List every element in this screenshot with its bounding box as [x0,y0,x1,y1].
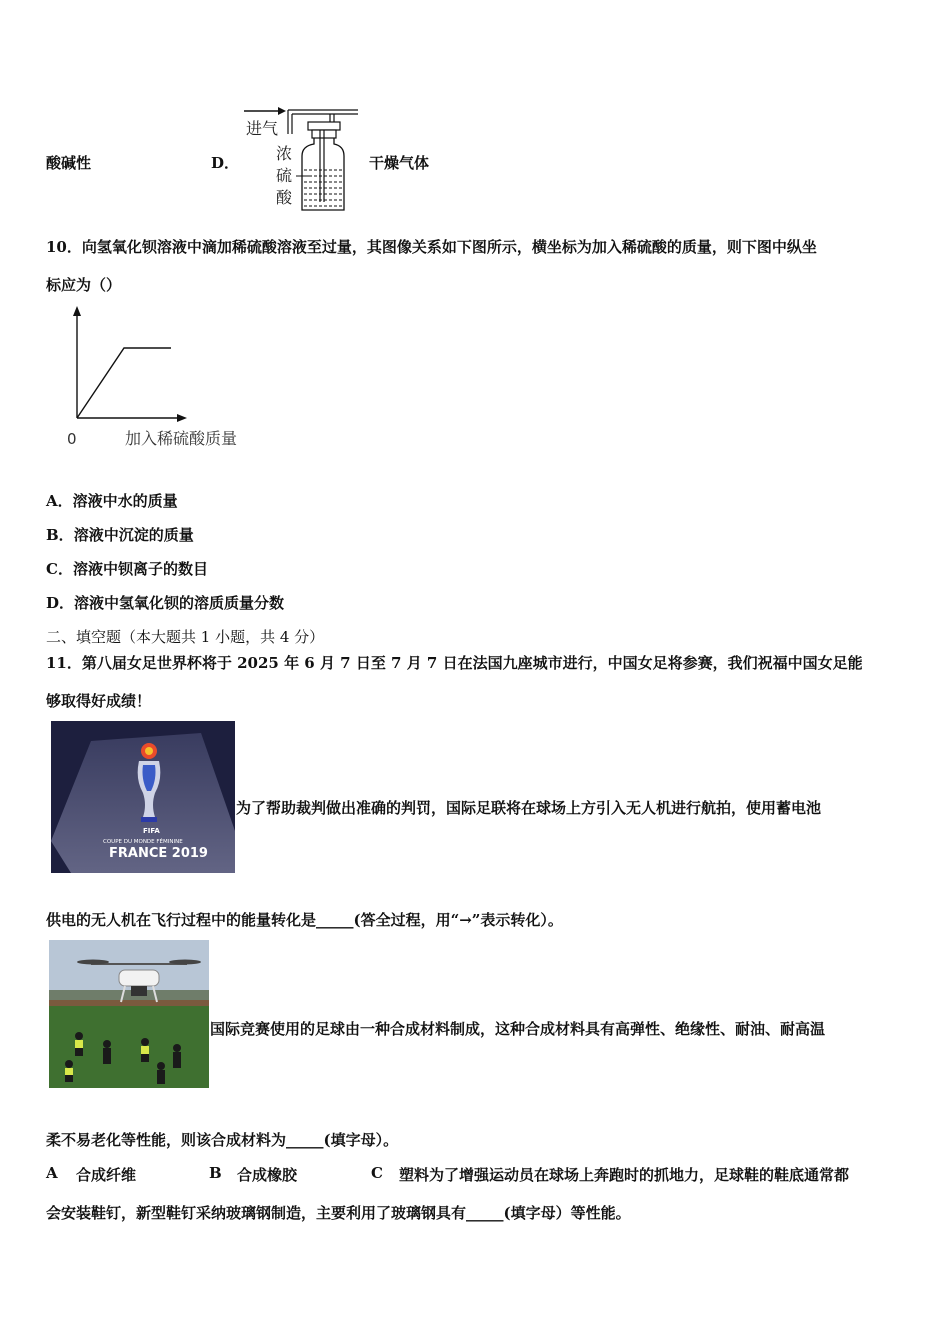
option-d-letter: D． [211,154,240,172]
option-d-text: 干燥气体 [369,154,430,172]
q11-option-c-text: 塑料为了增强运动员在球场上奔跑时的抓地力，足球鞋的鞋底通常都 [399,1166,850,1184]
q10-stem-line1: 10．向氢氧化钡溶液中滴加稀硫酸溶液至过量，其图像关系如下图所示，横坐标为加入稀硫酸的质量，则下图中纵坐 [46,238,817,256]
q11-option-c[interactable] [371,1164,383,1182]
prev-option-tail: 酸碱性 [46,154,92,172]
gas-washing-bottle-diagram [240,104,365,214]
option-letter: A [46,1164,58,1182]
q11-line5: 国际竞赛使用的足球由一种合成材料制成，这种合成材料具有高弹性、绝缘性、耐油、耐高温 [210,1020,826,1038]
q11-line3: 为了帮助裁判做出准确的判罚，国际足联将在球场上方引入无人机进行航拍，使用蓄电池 [236,799,822,817]
acid-label-char-1: 浓 [276,144,293,163]
q10-option-b[interactable] [46,524,194,545]
option-text: 溶液中水的质量 [72,492,178,510]
acid-label-char-3: 酸 [276,188,293,207]
q10-option-a[interactable] [46,490,178,511]
x-axis-arrow [177,414,187,422]
drone-icon [119,970,159,986]
option-text: 溶液中钡离子的数目 [72,560,208,578]
option-letter: D． [46,594,75,612]
option-letter: C [371,1164,383,1182]
q10-option-d[interactable] [46,592,284,613]
logo-text-fifa: FIFA [143,827,160,835]
drone-over-football-field-photo [49,940,209,1088]
option-text: 溶液中沉淀的质量 [73,526,194,544]
q11-option-b-text: 合成橡胶 [237,1166,298,1184]
q11-line6: 柔不易老化等性能，则该合成材料为_____(填字母）。 [46,1131,399,1149]
option-text: 溶液中氢氧化钡的溶质质量分数 [74,594,285,612]
option-letter: B． [46,526,74,544]
option-letter: C． [46,560,73,578]
q11-option-a[interactable] [46,1164,58,1182]
fifa-world-cup-logo-image [51,721,235,873]
q11-option-b[interactable] [209,1164,222,1182]
x-axis-label: 加入稀硫酸质量 [125,429,238,448]
q10-stem-line2: 标应为（） [46,276,122,294]
acid-label-char-2: 硫 [276,166,293,185]
series-line [77,348,171,418]
q10-line-chart [55,300,260,452]
option-letter: B [209,1164,222,1182]
q11-line4: 供电的无人机在飞行过程中的能量转化是_____(答全过程，用“→”表示转化）。 [46,911,563,929]
chart-axes [73,306,187,422]
logo-text-france: FRANCE 2019 [109,846,208,861]
q11-line2: 够取得好成绩！ [46,692,152,710]
q11-option-a-text: 合成纤维 [76,1166,137,1184]
q10-option-c[interactable] [46,558,208,579]
q11-line8: 会安装鞋钉，新型鞋钉采纳玻璃钢制造，主要利用了玻璃钢具有_____(填字母）等性能。 [46,1204,631,1222]
logo-text-subtitle: COUPE DU MONDE FÉMININE [103,839,183,845]
q11-line1: 11．第八届女足世界杯将于 2025 年 6 月 7 日至 7 月 7 日在法国九座城市进行，中国女足将参赛，我们祝福中国女足能 [46,654,863,672]
section-heading: 二、填空题（本大题共 1 小题，共 4 分） [46,628,325,646]
y-axis-arrow [73,306,81,316]
inlet-label: 进气 [246,119,279,138]
x-origin-label: 0 [67,430,77,448]
option-letter: A． [46,492,73,510]
